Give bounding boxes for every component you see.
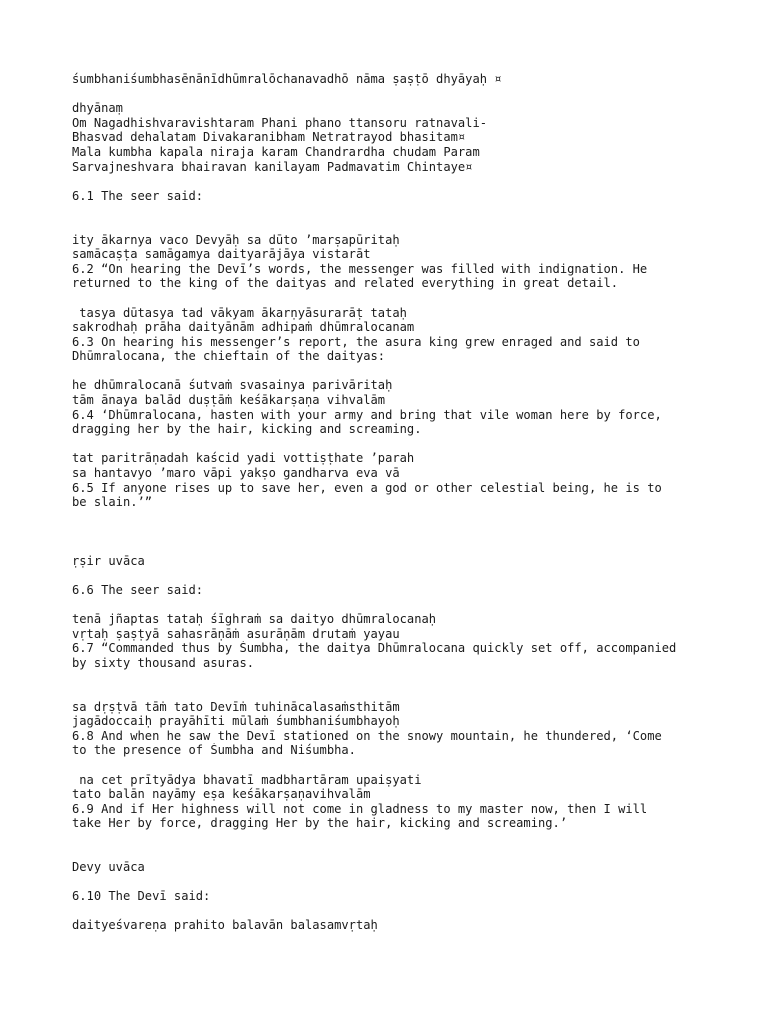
text-line: 6.3 On hearing his messenger’s report, the asura king grew enraged and said to bbox=[72, 334, 640, 349]
text-line bbox=[72, 437, 752, 452]
text-line: ity ākarnya vaco Devyāḥ sa dūto ’marṣapūritaḥ bbox=[72, 232, 400, 247]
text-line bbox=[72, 845, 752, 860]
text-line: 6.6 The seer said: bbox=[72, 582, 204, 597]
text-line: tat paritrāṇadah kaścid yadi vottiṣṭhate ’parah bbox=[72, 451, 415, 466]
text-line: 6.4 ‘Dhūmralocana, hasten with your army and bring that vile woman here by force, bbox=[72, 407, 662, 422]
text-line: 6.2 “On hearing the Devī’s words, the messenger was filled with indignation. He bbox=[72, 261, 648, 276]
text-line: Devy uvāca bbox=[72, 860, 145, 875]
text-line bbox=[72, 568, 752, 583]
text-line bbox=[72, 291, 752, 306]
text-line: Bhasvad dehalatam Divakaranibham Netratrayod bhasitam¤ bbox=[72, 130, 466, 145]
text-line: daityeśvareṇa prahito balavān balasamvṛtaḥ bbox=[72, 918, 378, 933]
text-line: na cet prītyādya bhavatī madbhartāram upaiṣyati bbox=[72, 772, 422, 787]
text-line: returned to the king of the daityas and related everything in great detail. bbox=[72, 276, 619, 291]
text-line: tato balān nayāmy eṣa keśākarṣaṇavihvalām bbox=[72, 787, 371, 802]
text-line: śumbhaniśumbhasēnānīdhūmralōchanavadhō nāma ṣaṣṭō dhyāyaḥ ¤ bbox=[72, 72, 502, 86]
text-line: take Her by force, dragging Her by the hair, kicking and screaming.’ bbox=[72, 816, 568, 831]
text-line bbox=[72, 524, 752, 539]
text-line: 6.8 And when he saw the Devī stationed on the snowy mountain, he thundered, ‘Come bbox=[72, 728, 662, 743]
text-line bbox=[72, 758, 752, 773]
text-line bbox=[72, 174, 752, 189]
text-line: 6.1 The seer said: bbox=[72, 188, 204, 203]
text-line: he dhūmralocanā śutvaṁ svasainya parivāritaḥ bbox=[72, 378, 393, 393]
text-line: sa hantavyo ’maro vāpi yakṣo gandharva eva vā bbox=[72, 466, 400, 481]
text-line: sakrodhaḥ prāha daityānām adhipaṁ dhūmralocanam bbox=[72, 320, 415, 335]
text-line: 6.7 “Commanded thus by Śumbha, the daitya Dhūmralocana quickly set off, accompanied bbox=[72, 641, 677, 656]
text-line bbox=[72, 831, 752, 846]
text-line: by sixty thousand asuras. bbox=[72, 655, 255, 670]
text-line bbox=[72, 203, 752, 218]
text-line bbox=[72, 875, 752, 890]
text-line bbox=[72, 685, 752, 700]
text-line: tenā jñaptas tataḥ śīghraṁ sa daityo dhūmralocanaḥ bbox=[72, 611, 437, 626]
text-line bbox=[72, 218, 752, 233]
text-line: 6.5 If anyone rises up to save her, even a god or other celestial being, he is to bbox=[72, 480, 662, 495]
text-line: 6.9 And if Her highness will not come in gladness to my master now, then I will bbox=[72, 801, 648, 816]
text-line: Sarvajneshvara bhairavan kanilayam Padmavatim Chintaye¤ bbox=[72, 159, 473, 174]
text-line bbox=[72, 87, 752, 102]
text-line bbox=[72, 904, 752, 919]
text-line: dragging her by the hair, kicking and screaming. bbox=[72, 422, 422, 437]
text-line bbox=[72, 510, 752, 525]
text-line: 6.10 The Devī said: bbox=[72, 889, 211, 904]
text-line bbox=[72, 539, 752, 554]
text-line: be slain.’” bbox=[72, 495, 153, 510]
text-line: Om Nagadhishvaravishtaram Phani phano ttansoru ratnavali- bbox=[72, 115, 488, 130]
text-line: sa dṛṣṭvā tāṁ tato Devīṁ tuhinācalasaṁsthitām bbox=[72, 699, 400, 714]
text-line: dhyānaṃ bbox=[72, 101, 123, 116]
text-line: tām ānaya balād duṣṭāṁ keśākarṣaṇa vihvalām bbox=[72, 393, 386, 408]
text-line bbox=[72, 364, 752, 379]
text-line bbox=[72, 670, 752, 685]
text-line: samācaṣṭa samāgamya daityarājāya vistarāt bbox=[72, 247, 371, 262]
text-line bbox=[72, 597, 752, 612]
text-line: ṛṣir uvāca bbox=[72, 553, 145, 568]
text-line: Mala kumbha kapala niraja karam Chandrardha chudam Param bbox=[72, 144, 480, 159]
text-line: to the presence of Śumbha and Niśumbha. bbox=[72, 743, 356, 758]
text-line: Dhūmralocana, the chieftain of the daityas: bbox=[72, 349, 386, 364]
text-line: vṛtaḥ ṣaṣṭyā sahasrāṇāṁ asurāṇām drutaṁ yayau bbox=[72, 626, 400, 641]
text-line: tasya dūtasya tad vākyam ākarṇyāsurarāṭ tataḥ bbox=[72, 305, 407, 320]
document-page bbox=[72, 72, 752, 933]
text-line: jagādoccaiḥ prayāhīti mūlaṁ śumbhaniśumbhayoḥ bbox=[72, 714, 400, 729]
